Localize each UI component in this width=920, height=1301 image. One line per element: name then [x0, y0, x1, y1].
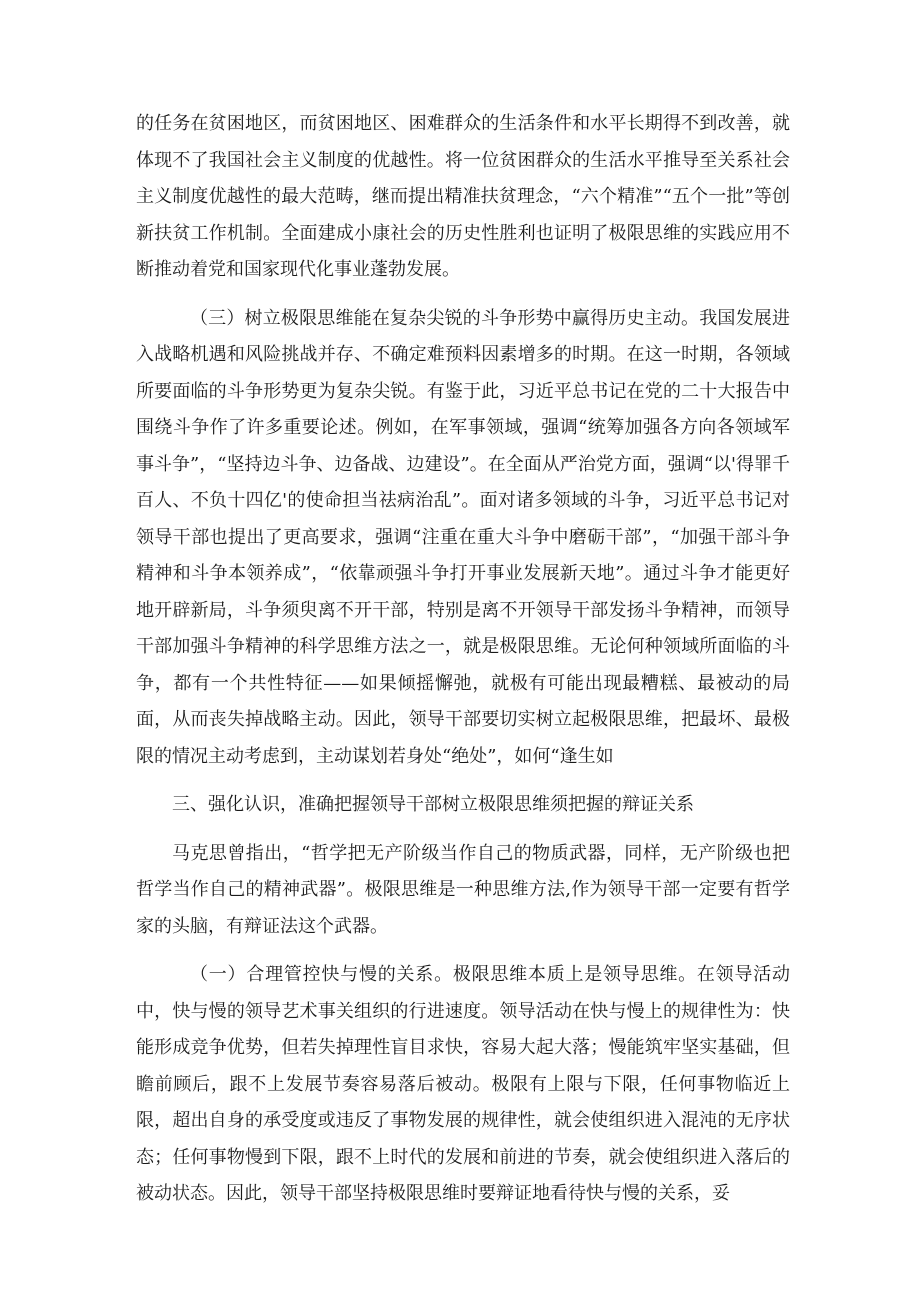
paragraph-marx-quote: 马克思曾指出，“哲学把无产阶级当作自己的物质武器，同样，无产阶级也把哲学当作自己的精神武器”。极限思维是一种思维方法,作为领导干部一定要有哲学家的头脑，有辩证法这个武器。 [136, 842, 790, 937]
paragraph-poverty-alleviation: 的任务在贫困地区，而贫困地区、困难群众的生活条件和水平长期得不到改善，就体现不了我国社会主义制度的优越性。将一位贫困群众的生活水平推导至关系社会主义制度优越性的最大范畴，继而提出精准扶贫理念，“六个精准”“五个一批”等创新扶贫工作机制。全面建成小康社会的历史性胜利也证明了极限思维的实践应用不断推动着党和国家现代化事业蓬勃发展。 [136, 113, 790, 280]
document-body [136, 106, 790, 1213]
paragraph-struggle-initiative: （三）树立极限思维能在复杂尖锐的斗争形势中赢得历史主动。我国发展进入战略机遇和风险挑战并存、不确定难预料因素增多的时期。在这一时期，各领域所要面临的斗争形势更为复杂尖锐。有鉴于此，习近平总书记在党的二十大报告中围绕斗争作了许多重要论述。例如，在军事领域，强调“统筹加强各方向各领域军事斗争”，“坚持边斗争、边备战、边建设”。在全面从严治党方面，强调“以'得罪千百人、不负十四亿'的使命担当祛病治乱”。面对诸多领域的斗争，习近平总书记对领导干部也提出了更高要求，强调“注重在重大斗争中磨砺干部”，“加强干部斗争精神和斗争本领养成”，“依靠顽强斗争打开事业发展新天地”。通过斗争才能更好地开辟新局，斗争须臾离不开干部，特别是离不开领导干部发扬斗争精神，而领导干部加强斗争精神的科学思维方法之一，就是极限思维。无论何种领域所面临的斗争，都有一个共性特征——如果倾摇懈弛，就极有可能出现最糟糕、最被动的局面，从而丧失掉战略主动。因此，领导干部要切实树立起极限思维，把最坏、最极限的情况主动考虑到，主动谋划若身处“绝处”，如何“逢生如 [136, 307, 790, 767]
paragraph-fast-slow: （一）合理管控快与慢的关系。极限思维本质上是领导思维。在领导活动中，快与慢的领导艺术事关组织的行进速度。领导活动在快与慢上的规律性为：快能形成竞争优势，但若失掉理性盲目求快，容易大起大落；慢能筑牢坚实基础，但瞻前顾后，跟不上发展节奏容易落后被动。极限有上限与下限，任何事物临近上限，超出自身的承受度或违反了事物发展的规律性，就会使组织进入混沌的无序状态；任何事物慢到下限，跟不上时代的发展和前进的节奏，就会使组织进入落后的被动状态。因此，领导干部坚持极限思维时要辩证地看待快与慢的关系，妥 [136, 964, 790, 1204]
section-heading-dialectics: 三、强化认识，准确把握领导干部树立极限思维须把握的辩证关系 [172, 794, 694, 815]
